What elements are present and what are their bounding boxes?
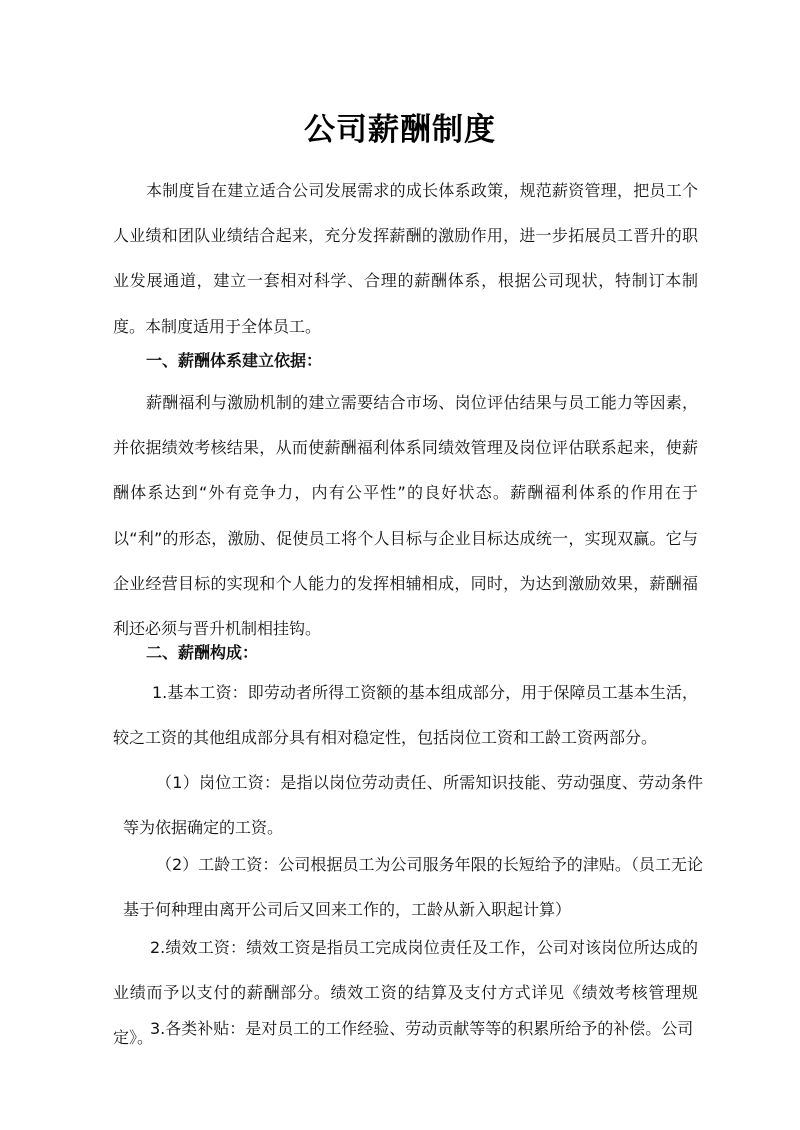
section-1-paragraph: 薪酬福利与激励机制的建立需要结合市场、岗位评估结果与员工能力等因素，并依据绩效考核结果，从而使薪酬福利体系同绩效管理及岗位评估联系起来，使薪酬体系达到“外有竞争力，内有公平性”的良好状态。薪酬福利体系的作用在于以“利”的形态，激励、促使员工将个人目标与企业目标达成统一，实现双赢。它与企业经营目标的实现和个人能力的发挥相辅相成，同时，为达到激励效果，薪酬福利还必须与晋升机制相挂钩。 (113, 393, 698, 639)
section-1-heading: 一、薪酬体系建立依据： (146, 351, 323, 370)
item-3-allowances: 3.各类补贴：是对员工的工作经验、劳动贡献等等的积累所给予的补偿。公司 (150, 1019, 694, 1038)
intro-paragraph: 本制度旨在建立适合公司发展需求的成长体系政策，规范薪资管理，把员工个人业绩和团队业绩结合起来，充分发挥薪酬的激励作用，进一步拓展员工晋升的职业发展通道，建立一套相对科学、合理的薪酬体系，根据公司现状，特制订本制度。本制度适用于全体员工。 (113, 181, 698, 336)
item-2-performance-wage: 2.绩效工资：绩效工资是指员工完成岗位责任及工作，公司对该岗位所达成的业绩而予以支付的薪酬部分。绩效工资的结算及支付方式详见《绩效考核管理规定》。 (113, 938, 698, 1048)
document-title: 公司薪酬制度 (304, 112, 496, 148)
item-1-basic-wage: 1.基本工资：即劳动者所得工资额的基本组成部分，用于保障员工基本生活，较之工资的其他组成部分具有相对稳定性，包括岗位工资和工龄工资两部分。 (113, 683, 698, 748)
section-2-heading: 二、薪酬构成： (146, 643, 259, 662)
item-1-sub-1-position-wage: （1）岗位工资：是指以岗位劳动责任、所需知识技能、劳动强度、劳动条件等为依据确定的工资。 (123, 773, 703, 838)
item-1-sub-2-seniority-wage: （2）工龄工资：公司根据员工为公司服务年限的长短给予的津贴。（员工无论基于何种理由离开公司后又回来工作的，工龄从新入职起计算） (123, 855, 703, 920)
